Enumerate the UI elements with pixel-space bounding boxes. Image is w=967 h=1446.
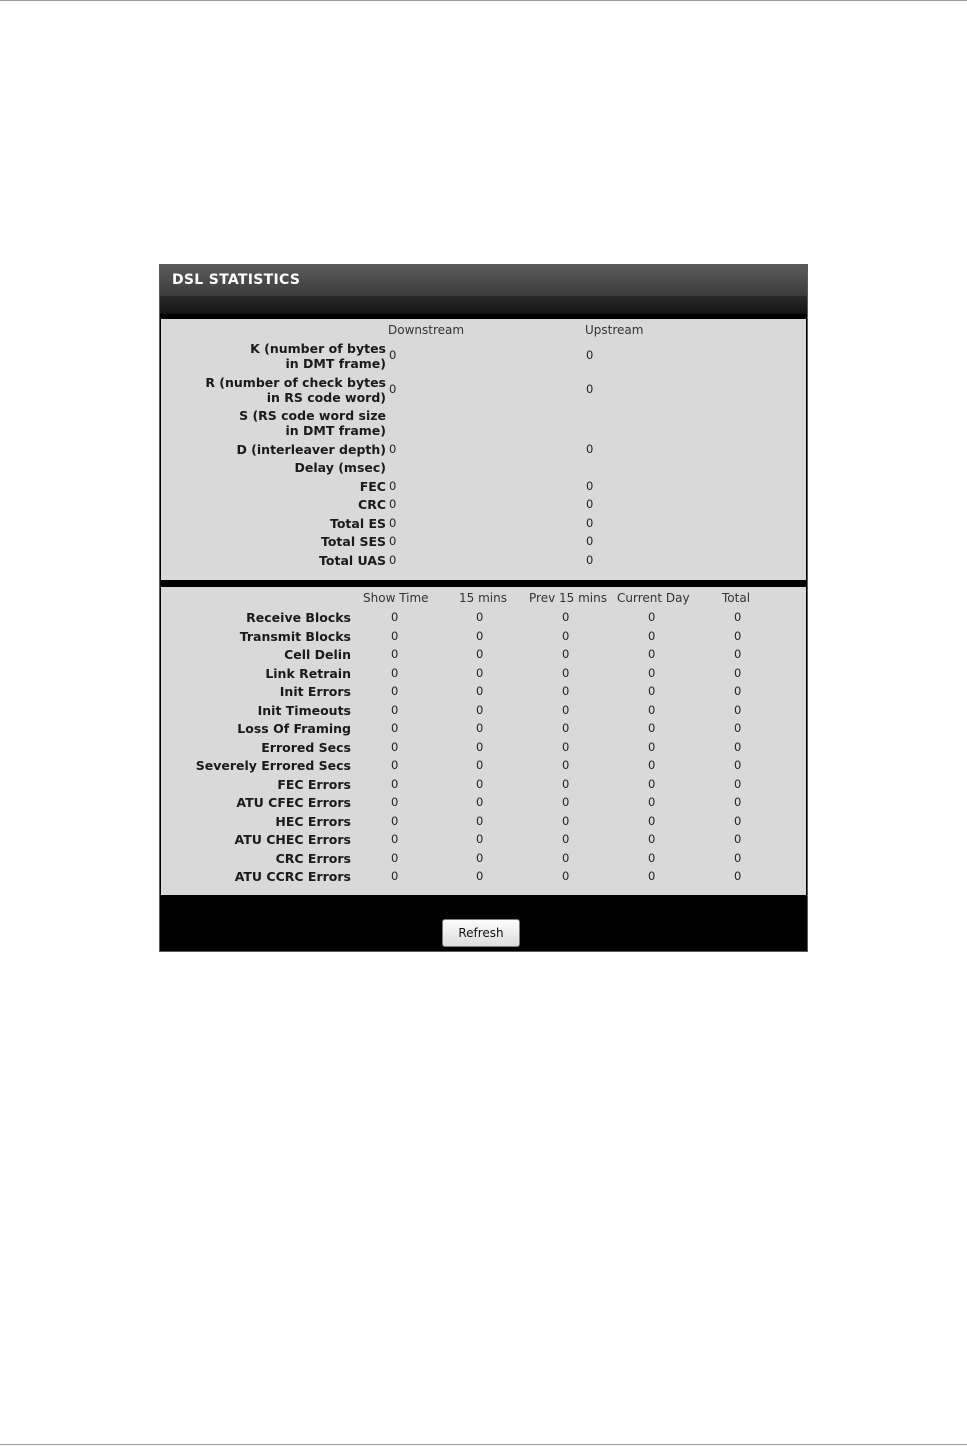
counter-label: CRC Errors — [275, 850, 351, 866]
counter-value: 0 — [562, 647, 570, 661]
counter-value: 0 — [648, 739, 656, 754]
column-header-current-day: Current Day — [617, 591, 690, 605]
counter-label: FEC Errors — [277, 776, 351, 792]
counter-value: 0 — [562, 813, 570, 828]
counter-value: 0 — [734, 869, 742, 883]
counter-value: 0 — [476, 795, 484, 809]
counter-value: 0 — [562, 721, 570, 735]
line-parameters-section — [161, 319, 806, 580]
param-value-upstream: 0 — [586, 516, 594, 530]
counter-value: 0 — [476, 813, 484, 828]
counter-value: 0 — [562, 665, 570, 680]
counter-value: 0 — [391, 684, 399, 698]
counter-value: 0 — [476, 776, 484, 791]
param-value-upstream: 0 — [586, 553, 594, 567]
counter-value: 0 — [734, 832, 742, 846]
param-value-downstream: 0 — [389, 382, 397, 396]
param-value-upstream: 0 — [586, 497, 594, 511]
counter-label: ATU CCRC Errors — [234, 869, 351, 884]
counter-value: 0 — [476, 684, 484, 698]
counter-label: Init Errors — [279, 684, 351, 699]
counter-value: 0 — [476, 702, 484, 717]
counter-value: 0 — [562, 776, 570, 791]
panel-subheader-bar — [160, 296, 807, 314]
counter-value: 0 — [562, 850, 570, 865]
param-label: Total UAS — [319, 553, 386, 568]
refresh-button[interactable]: Refresh — [442, 919, 520, 947]
counter-value: 0 — [562, 832, 570, 846]
param-value-downstream: 0 — [389, 553, 397, 567]
counter-label: Cell Delin — [284, 647, 351, 662]
column-header-prev-15-mins: Prev 15 mins — [529, 591, 607, 605]
param-label: FEC — [359, 479, 386, 494]
counter-value: 0 — [734, 758, 742, 772]
counter-value: 0 — [734, 684, 742, 698]
counter-value: 0 — [648, 665, 656, 680]
param-label: Total ES — [329, 516, 386, 531]
counter-value: 0 — [391, 628, 399, 643]
counter-value: 0 — [648, 628, 656, 643]
param-value-downstream: 0 — [389, 497, 397, 511]
counter-value: 0 — [476, 665, 484, 680]
counter-value: 0 — [648, 647, 656, 661]
counter-value: 0 — [562, 684, 570, 698]
counter-value: 0 — [562, 739, 570, 754]
counter-value: 0 — [476, 721, 484, 735]
counter-value: 0 — [476, 869, 484, 883]
counter-label: Loss Of Framing — [237, 721, 351, 736]
counter-value: 0 — [476, 647, 484, 661]
param-value-upstream: 0 — [586, 382, 594, 396]
counter-value: 0 — [648, 813, 656, 828]
counter-label: Errored Secs — [261, 739, 351, 755]
param-label: Total SES — [320, 534, 386, 549]
page-bottom-rule — [0, 1444, 967, 1445]
counter-value: 0 — [734, 647, 742, 661]
param-label: K (number of bytes in DMT frame) — [250, 341, 386, 371]
column-header-downstream: Downstream — [388, 323, 465, 337]
counter-label: Link Retrain — [265, 665, 351, 681]
counter-label: HEC Errors — [275, 813, 351, 829]
counter-value: 0 — [648, 721, 656, 735]
counter-label: ATU CFEC Errors — [236, 795, 351, 810]
counter-value: 0 — [648, 832, 656, 846]
param-label: S (RS code word size in DMT frame) — [239, 408, 386, 438]
counter-value: 0 — [734, 850, 742, 865]
counter-value: 0 — [391, 721, 399, 735]
counter-value: 0 — [391, 702, 399, 717]
error-counters-section — [161, 587, 806, 895]
counter-value: 0 — [391, 610, 399, 624]
counter-label: Severely Errored Secs — [195, 758, 351, 773]
counter-value: 0 — [734, 795, 742, 809]
counter-value: 0 — [734, 721, 742, 735]
param-value-upstream: 0 — [586, 479, 594, 493]
counter-value: 0 — [391, 739, 399, 754]
counter-value: 0 — [391, 776, 399, 791]
counter-label: Transmit Blocks — [239, 628, 351, 644]
panel-footer — [161, 897, 806, 951]
param-value-upstream: 0 — [586, 348, 594, 362]
counter-value: 0 — [391, 647, 399, 661]
counter-value: 0 — [734, 813, 742, 828]
counter-value: 0 — [648, 776, 656, 791]
counter-value: 0 — [734, 702, 742, 717]
counter-value: 0 — [562, 795, 570, 809]
param-value-downstream: 0 — [389, 516, 397, 530]
param-label: CRC — [358, 497, 386, 512]
counter-value: 0 — [648, 702, 656, 717]
param-value-upstream: 0 — [586, 534, 594, 548]
counter-value: 0 — [562, 628, 570, 643]
counter-value: 0 — [648, 795, 656, 809]
param-value-upstream: 0 — [586, 442, 594, 456]
dsl-statistics-panel — [159, 264, 808, 952]
counter-value: 0 — [734, 665, 742, 680]
counter-value: 0 — [476, 758, 484, 772]
counter-value: 0 — [391, 795, 399, 809]
counter-value: 0 — [734, 739, 742, 754]
counter-value: 0 — [391, 832, 399, 846]
counter-value: 0 — [562, 610, 570, 624]
param-value-downstream: 0 — [389, 479, 397, 493]
counter-value: 0 — [734, 610, 742, 624]
counter-value: 0 — [476, 850, 484, 865]
param-value-downstream: 0 — [389, 534, 397, 548]
counter-value: 0 — [391, 869, 399, 883]
counter-value: 0 — [476, 739, 484, 754]
param-label: Delay (msec) — [294, 460, 386, 475]
counter-value: 0 — [648, 869, 656, 883]
param-label: R (number of check bytes in RS code word) — [205, 375, 386, 405]
column-header-show-time: Show Time — [363, 591, 429, 605]
param-value-downstream: 0 — [389, 348, 397, 362]
counter-value: 0 — [648, 610, 656, 624]
counter-value: 0 — [476, 832, 484, 846]
counter-value: 0 — [476, 610, 484, 624]
page-top-rule — [0, 0, 967, 1]
counter-value: 0 — [391, 665, 399, 680]
counter-value: 0 — [734, 776, 742, 791]
column-header-15-mins: 15 mins — [459, 591, 507, 605]
counter-value: 0 — [648, 850, 656, 865]
counter-value: 0 — [562, 758, 570, 772]
param-value-downstream: 0 — [389, 442, 397, 456]
counter-value: 0 — [648, 758, 656, 772]
column-header-upstream: Upstream — [585, 323, 644, 337]
counter-value: 0 — [562, 869, 570, 883]
panel-title: DSL STATISTICS — [160, 265, 807, 296]
counter-value: 0 — [476, 628, 484, 643]
counter-label: Init Timeouts — [257, 702, 351, 718]
counter-value: 0 — [391, 813, 399, 828]
counter-label: Receive Blocks — [246, 610, 351, 625]
counter-value: 0 — [648, 684, 656, 698]
param-label: D (interleaver depth) — [236, 442, 386, 457]
counter-value: 0 — [734, 628, 742, 643]
counter-label: ATU CHEC Errors — [234, 832, 351, 847]
counter-value: 0 — [391, 758, 399, 772]
column-header-total: Total — [722, 591, 751, 605]
counter-value: 0 — [391, 850, 399, 865]
counter-value: 0 — [562, 702, 570, 717]
